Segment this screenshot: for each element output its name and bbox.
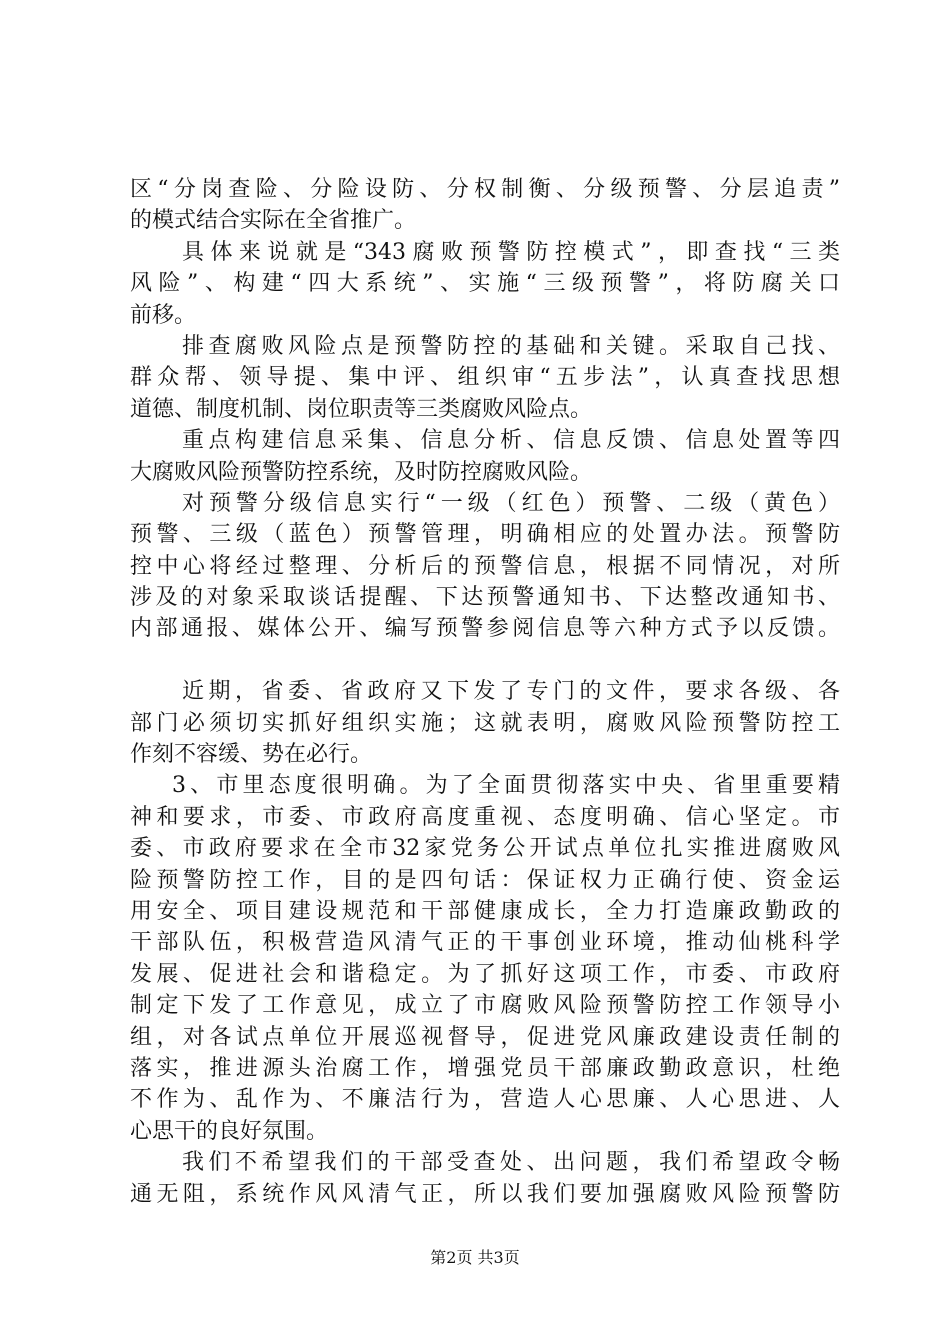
document-body: [130, 174, 840, 1210]
text-line: 发展、促进社会和谐稳定。为了抓好这项工作，市委、市政府: [130, 961, 840, 987]
text-line: 作刻不容缓、势在必行。: [130, 742, 373, 768]
text-line: 用安全、项目建设规范和干部健康成长，全力打造廉政勤政的: [130, 898, 840, 924]
text-line: 委、市政府要求在全市32家党务公开试点单位扎实推进腐败风: [130, 836, 840, 862]
text-line: 涉及的对象采取谈话提醒、下达预警通知书、下达整改通知书、: [130, 585, 840, 611]
text-line: 重点构建信息采集、信息分析、信息反馈、信息处置等四: [182, 428, 840, 454]
text-line: 对预警分级信息实行“一级（红色）预警、二级（黄色）: [182, 490, 840, 516]
text-line: 近期，省委、省政府又下发了专门的文件，要求各级、各: [182, 679, 840, 705]
text-line: 排查腐败风险点是预警防控的基础和关键。采取自己找、: [182, 333, 840, 359]
text-line: 干部队伍，积极营造风清气正的干事创业环境，推动仙桃科学: [130, 930, 840, 956]
text-line: 不作为、乱作为、不廉洁行为，营造人心思廉、人心思进、人: [130, 1087, 840, 1113]
text-line: 具体来说就是“343腐败预警防控模式”，即查找“三类: [182, 239, 840, 265]
text-line: 心思干的良好氛围。: [130, 1118, 329, 1144]
text-line: 神和要求，市委、市政府高度重视、态度明确、信心坚定。市: [130, 804, 840, 830]
page-footer: 第2页 共3页: [430, 1248, 520, 1267]
text-line: 3、市里态度很明确。为了全面贯彻落实中央、省里重要精: [172, 773, 840, 799]
text-line: 制定下发了工作意见，成立了市腐败风险预警防控工作领导小: [130, 993, 840, 1019]
text-line: 落实，推进源头治腐工作，增强党员干部廉政勤政意识，杜绝: [130, 1055, 840, 1081]
text-line: 前移。: [130, 302, 197, 328]
text-line: 风险”、构建“四大系统”、实施“三级预警”，将防腐关口: [130, 271, 840, 297]
text-line: 通无阻，系统作风风清气正，所以我们要加强腐败风险预警防: [130, 1181, 840, 1207]
text-line: 区“分岗查险、分险设防、分权制衡、分级预警、分层追责”: [130, 177, 840, 202]
text-line: 预警、三级（蓝色）预警管理，明确相应的处置办法。预警防: [130, 522, 840, 548]
text-line: 控中心将经过整理、分析后的预警信息，根据不同情况，对所: [130, 553, 840, 579]
text-line: 的模式结合实际在全省推广。: [130, 208, 417, 234]
text-line: 险预警防控工作，目的是四句话：保证权力正确行使、资金运: [130, 867, 840, 893]
text-line: 大腐败风险预警防控系统，及时防控腐败风险。: [130, 459, 593, 485]
text-line: 群众帮、领导提、集中评、组织审“五步法”，认真查找思想: [130, 365, 840, 391]
text-line: 内部通报、媒体公开、编写预警参阅信息等六种方式予以反馈。: [130, 616, 840, 642]
text-line: 道德、制度机制、岗位职责等三类腐败风险点。: [130, 396, 593, 422]
text-line: 我们不希望我们的干部受查处、出问题，我们希望政令畅: [182, 1150, 840, 1176]
paragraph-gap: [130, 645, 840, 676]
text-line: 组，对各试点单位开展巡视督导，促进党风廉政建设责任制的: [130, 1024, 840, 1050]
text-line: 部门必须切实抓好组织实施；这就表明，腐败风险预警防控工: [130, 710, 840, 736]
